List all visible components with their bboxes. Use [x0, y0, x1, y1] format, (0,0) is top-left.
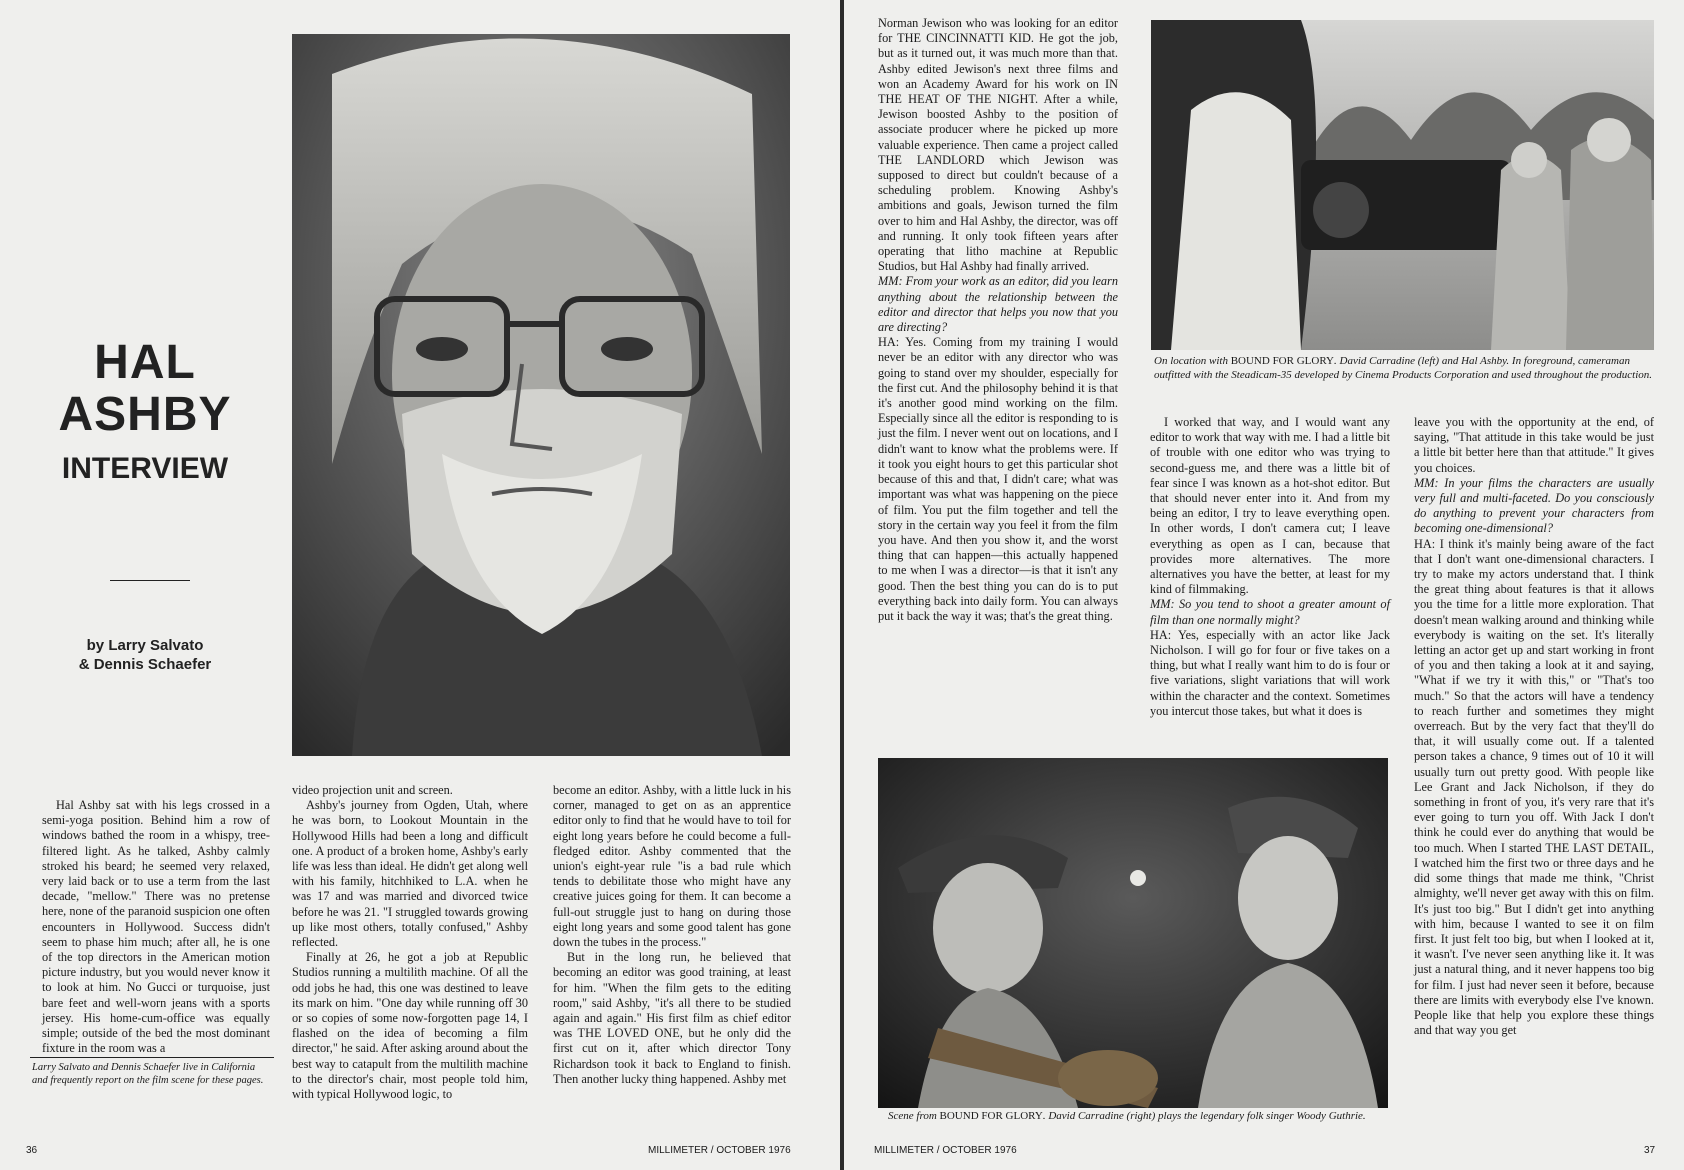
- right-page: [844, 0, 1684, 1170]
- caption1-rest: . David Carradine (left) and Hal Ashby. In foreground, cameraman outfitted with the Steadicam-35 developed by Cinema Products Corporation and used throughout the production.: [1154, 355, 1652, 381]
- author-note: Larry Salvato and Dennis Schaefer live in California and frequently report on the film scene for these pages.: [32, 1062, 264, 1086]
- page-number-left: 36: [26, 1145, 38, 1156]
- col2-paragraph-3: Finally at 26, he got a job at Republic Studios running a multilith machine. Of all the odd jobs he had, this one was destined to leave its mark on him. "One day while running off 30 or so copies of some now-forgotten page 14, I flashed on the idea of becoming a film director," he said. After asking around about the best way to catapult from the multilith machine to the director's chair, most people told him, with typical Hollywood logic, to: [292, 950, 528, 1102]
- col3-continuation: become an editor. Ashby, with a little luck in his corner, managed to get on as an apprentice editor only to find that he would have to toil for eight long years before he could become a full-fledged editor. Ashby commented that the union's eight-year rule "is a bad rule which tends to debilitate those who might have any creative juices going for them. It can become a full-out struggle just to hang on during those eight long years and some good talent has gone down the tubes in the process.": [553, 783, 791, 950]
- left-column-2: [292, 783, 528, 1102]
- r-col3-continuation: leave you with the opportunity at the end, of saying, "That attitude in this take would be just a little bit better here than that attitude." It gives you choices.: [1414, 415, 1654, 475]
- byline-1: by Larry Salvato: [86, 637, 204, 654]
- answer-1: HA: Yes. Coming from my training I would never be an editor with any director who was going to stand over my shoulder, especially for the first cut. And the philosophy behind it is that it's another good mind working on the film. Especially since all the editor is responding to is just the film. I never went out on locations, and I didn't want to know what the problems were. If it took you eight hours to get this particular shot because of this and that, I didn't care; what was important was what was happening on the piece of film. You put the film together and tell the story in the certain way you feel it from the film you have. And then you show it, and the worst thing that can happen—this actually happened to me when I was a director—is that it isn't any good. Then the best thing you can do is to put everything back into daily form. You can always put it back the way it was; that's the great thing.: [878, 335, 1118, 623]
- caption1-lead: On location with: [1154, 355, 1231, 367]
- left-column-1: [42, 798, 270, 1056]
- author-note-rule: [30, 1057, 274, 1058]
- location-photo: [1151, 20, 1654, 350]
- question-3: MM: In your films the characters are usually very full and multi-faceted. Do you consciously do anything to prevent your characters from becoming one-dimensional?: [1414, 475, 1654, 536]
- question-1: MM: From your work as an editor, did you learn anything about the relationship between the editor and director that helps you now that you are directing?: [878, 274, 1118, 335]
- footer-right: MILLIMETER / OCTOBER 1976: [874, 1145, 1017, 1156]
- title-ashby: ASHBY: [58, 388, 232, 441]
- caption2-rest: . David Carradine (right) plays the legendary folk singer Woody Guthrie.: [1042, 1110, 1366, 1122]
- caption2-lead: Scene from: [888, 1110, 940, 1122]
- footer-left: MILLIMETER / OCTOBER 1976: [648, 1145, 791, 1156]
- right-column-3: [1414, 415, 1654, 1038]
- byline-2: & Dennis Schaefer: [78, 656, 212, 673]
- scene-illustration: [878, 758, 1388, 1108]
- title-hal: HAL: [94, 336, 196, 389]
- hal-ashby-portrait: [292, 34, 790, 756]
- caption2-film: BOUND FOR GLORY: [939, 1110, 1043, 1122]
- scene-photo: [878, 758, 1388, 1108]
- left-page: [0, 0, 840, 1170]
- col3-paragraph-2: But in the long run, he believed that becoming an editor was good training, at least for him. "When the film gets to the editing room," said Ashby, "it's all there to be studied again and again." His first film as chief editor was THE LOVED ONE, but he only did the first cut on it, after which director Tony Richardson took it back to England to finish. Then another lucky thing happened. Ashby met: [553, 950, 791, 1086]
- r-col2-continuation: I worked that way, and I would want any editor to work that way with me. I had a little bit of trouble with one editor who was trying to second-guess me, and there was a little bit of fear since I was known as a hot-shot editor. But that should never enter into it. And from my being an editor, I try to leave everything open. In other words, I don't camera cut; I leave everything as open as I can, because that provides more alternatives. The more alternatives you have the better, at least for my kind of filmmaking.: [1150, 415, 1390, 597]
- title-interview: INTERVIEW: [61, 452, 229, 485]
- scene-caption: [888, 1110, 1378, 1124]
- question-2: MM: So you tend to shoot a greater amount of film than one normally might?: [1150, 597, 1390, 627]
- location-caption: [1154, 355, 1654, 382]
- intro-paragraph: Hal Ashby sat with his legs crossed in a semi-yoga position. Behind him a row of windows bathed the room in a whispy, tree-filtered light. As he talked, Ashby calmly stroked his beard; he seemed very relaxed, very laid back or to use a term from the last decade, "mellow." There was no pretense here, none of the paranoid suspicion one often encounters in Hollywood. Success didn't seem to phase him much; after all, he is one of the top directors in the American motion picture industry, but you would never know it to look at him. No Gucci or turquoise, just bare feet and well-worn jeans with a sports jersey. His home-cum-office was equally simple; outside of the bed the most dominant fixture in the room was a: [42, 798, 270, 1056]
- r-col1-continuation: Norman Jewison who was looking for an editor for THE CINCINNATTI KID. He got the job, but as it turned out, it was much more than that. Ashby edited Jewison's next three films and won an Academy Award for his work on IN THE HEAT OF THE NIGHT. After a while, Jewison boosted Ashby to the position of associate producer where he picked up more valuable experience. Then came a project called THE LANDLORD which Jewison was supposed to direct but couldn't because of a scheduling problem. Knowing Ashby's ambitions and goals, Jewison turned the film over to him and Hal Ashby, the director, was off and running. It only took fifteen years after operating that litho machine at Republic Studios, but Hal Ashby had finally arrived.: [878, 16, 1118, 274]
- right-column-2: [1150, 415, 1390, 719]
- col2-paragraph-2: Ashby's journey from Ogden, Utah, where he was born, to Lookout Mountain in the Hollywood Hills had been a long and difficult one. A product of a broken home, Ashby's early life was less than ideal. He didn't get along well with his family, hitchhiked to L.A. when he was 17 and was married and divorced twice before he was 21. "I struggled towards growing up like most others, totally confused," Ashby reflected.: [292, 798, 528, 950]
- answer-3: HA: I think it's mainly being aware of the fact that I don't want one-dimensional characters. I try to make my actors understand that. I think the great thing about features is that it allows you the time for a little more exploration. That doesn't mean walking around and thinking while everybody is waiting on the set. It's literally letting an actor get up and start working in front of you and then taking a look at it and saying, "What if we try it with this," or "That's too much." So that the actors will have a tendency to reach further and sometimes they might overreach. But by the very fact that they'll do that, it will usually come out. If a talented person takes a chance, 9 times out of 10 it will usually turn out pretty good. With people like Lee Grant and Jack Nicholson, if they do something in front of you, it's very rare that it's ever going to turn you off. With Jack I don't think he could ever do anything that would be too much. When I started THE LAST DETAIL, I watched him the first two or three days and he did some things that made me think, "Christ almighty, we'll never get away with this on film. It's just too big." But I didn't get into anything with him, because I wanted to see it on film first. It just felt too big, but when I looked at it, it wasn't. I've never seen anything like it. It was just a natural thing, and it never happens too big for film. I just had never seen it before, because there are limits with everybody else I've known. People like that help you explore these things and that way you get: [1414, 536, 1654, 1038]
- answer-2: HA: Yes, especially with an actor like Jack Nicholson. I will go for four or five takes on a thing, but what I really want him to do is four or five variations, slight variations that will work within the character and the context. Sometimes you intercut those takes, but what it does is: [1150, 627, 1390, 718]
- right-column-1: [878, 16, 1118, 624]
- location-illustration: [1151, 20, 1654, 350]
- col2-continuation: video projection unit and screen.: [292, 783, 453, 797]
- left-column-3: [553, 783, 791, 1087]
- portrait-illustration: [292, 34, 790, 756]
- title-rule: [110, 580, 190, 581]
- caption1-film: BOUND FOR GLORY: [1230, 355, 1334, 367]
- page-number-right: 37: [1644, 1145, 1656, 1156]
